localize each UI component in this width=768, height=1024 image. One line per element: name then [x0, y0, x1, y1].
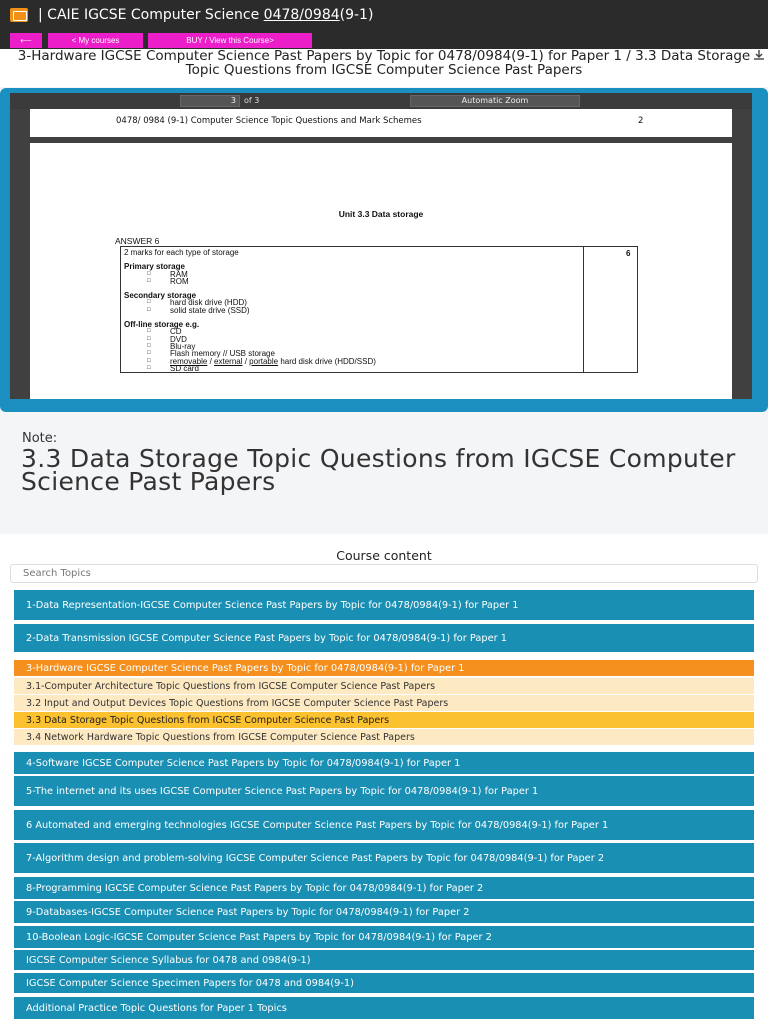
topic-label: 8-Programming IGCSE Computer Science Past Papers by Topic for 0478/0984(9-1) for Paper 2 [26, 882, 484, 894]
answer-table [120, 246, 638, 373]
pdf-page-header [30, 109, 732, 137]
topic-item[interactable] [14, 843, 754, 873]
list-item: □ Flash memory // USB storage [124, 350, 376, 357]
unit-title: Unit 3.3 Data storage [338, 209, 424, 219]
top-bar [0, 0, 768, 30]
pdf-page-number: 2 [638, 116, 644, 126]
page-heading: 3-Hardware IGCSE Computer Science Past Papers by Topic for 0478/0984(9-1) for Paper 1 / 3.3 Data Storage Topic Questions from IGCSE Computer Science Past Papers [0, 49, 768, 87]
topic-item[interactable] [14, 678, 754, 694]
topic-item[interactable] [14, 901, 754, 923]
topic-item[interactable] [14, 776, 754, 806]
page-number-input[interactable]: 3 [180, 95, 240, 107]
secondary-heading: Secondary storage [124, 291, 197, 301]
list-item: □ CD [124, 328, 376, 335]
pdf-toolbar [10, 93, 752, 109]
search-topics-input[interactable] [10, 564, 758, 583]
list-item: □ removable / external / portable hard disk drive (HDD/SSD) [124, 358, 376, 365]
topic-label: 10-Boolean Logic-IGCSE Computer Science Past Papers by Topic for 0478/0984(9-1) for Paper 2 [26, 931, 492, 943]
list-item: □ solid state drive (SSD) [124, 307, 376, 314]
page-count: of 3 [244, 96, 260, 105]
topic-item[interactable] [14, 973, 754, 993]
topic-label: 3-Hardware IGCSE Computer Science Past Papers by Topic for 0478/0984(9-1) for Paper 1 [26, 662, 465, 674]
title-prefix: | CAIE IGCSE Computer Science [38, 7, 264, 23]
my-courses-button[interactable]: < My courses [48, 33, 143, 48]
zoom-select[interactable]: Automatic Zoom [410, 95, 580, 107]
buy-course-button[interactable]: BUY / View this Course> [148, 33, 312, 48]
topic-label: IGCSE Computer Science Syllabus for 0478 and 0984(9-1) [26, 954, 311, 966]
topic-label: 1-Data Representation-IGCSE Computer Science Past Papers by Topic for 0478/0984(9-1) for Paper 1 [26, 599, 519, 611]
list-item: □ DVD [124, 336, 376, 343]
topic-item[interactable] [14, 624, 754, 652]
topic-label: 2-Data Transmission IGCSE Computer Science Past Papers by Topic for 0478/0984(9-1) for Paper 1 [26, 632, 507, 644]
answer-label: ANSWER 6 [115, 236, 160, 246]
topic-item[interactable] [14, 926, 754, 948]
topic-label: 3.3 Data Storage Topic Questions from IGCSE Computer Science Past Papers [26, 714, 390, 726]
course-content-heading: Course content [336, 548, 432, 563]
topic-label: 5-The internet and its uses IGCSE Computer Science Past Papers by Topic for 0478/0984(9-1) for Paper 1 [26, 785, 539, 797]
course-content-panel [0, 534, 768, 1024]
list-item: □ ROM [124, 278, 376, 285]
site-title [38, 7, 373, 23]
pdf-viewer-frame [0, 88, 768, 412]
list-item: □ SD card [124, 365, 376, 372]
offline-heading: Off-line storage e.g. [124, 320, 200, 330]
topic-item[interactable] [14, 877, 754, 899]
list-item: □ RAM [124, 271, 376, 278]
pdf-header-text: 0478/ 0984 (9-1) Computer Science Topic Questions and Mark Schemes [116, 116, 422, 126]
topic-label: 9-Databases-IGCSE Computer Science Past Papers by Topic for 0478/0984(9-1) for Paper 2 [26, 906, 470, 918]
topic-item[interactable] [14, 997, 754, 1019]
marks-value: 6 [626, 249, 631, 258]
primary-heading: Primary storage [124, 262, 185, 272]
pdf-page [30, 143, 732, 399]
topic-label: 6 Automated and emerging technologies IGCSE Computer Science Past Papers by Topic for 0478/0984(9-1) for Paper 1 [26, 819, 609, 831]
topic-label: 4-Software IGCSE Computer Science Past Papers by Topic for 0478/0984(9-1) for Paper 1 [26, 757, 461, 769]
title-suffix: (9-1) [339, 7, 374, 23]
course-logo-icon[interactable] [10, 8, 28, 22]
lesson-title: 3.3 Data Storage Topic Questions from IGCSE Computer Science Past Papers [21, 444, 736, 496]
topic-item[interactable] [14, 660, 754, 676]
marks-text: 2 marks for each type of storage [124, 248, 239, 257]
topic-label: 3.2 Input and Output Devices Topic Questions from IGCSE Computer Science Past Papers [26, 697, 449, 709]
back-button[interactable]: ⟵ [10, 33, 42, 48]
topic-item[interactable] [14, 950, 754, 970]
topic-item[interactable] [14, 695, 754, 711]
topic-item[interactable] [14, 712, 754, 728]
topic-label: Additional Practice Topic Questions for Paper 1 Topics [26, 1002, 287, 1014]
topic-item[interactable] [14, 810, 754, 840]
download-icon[interactable] [753, 49, 765, 61]
topic-label: 3.1-Computer Architecture Topic Questions from IGCSE Computer Science Past Papers [26, 680, 436, 692]
topic-label: IGCSE Computer Science Specimen Papers for 0478 and 0984(9-1) [26, 977, 354, 989]
pdf-viewer[interactable] [10, 93, 752, 399]
topic-label: 3.4 Network Hardware Topic Questions from IGCSE Computer Science Past Papers [26, 731, 415, 743]
topic-item[interactable] [14, 752, 754, 774]
topic-label: 7-Algorithm design and problem-solving IGCSE Computer Science Past Papers by Topic for 0478/0984(9-1) for Paper 2 [26, 852, 605, 864]
note-label: Note: [22, 431, 58, 446]
title-code: 0478/0984 [263, 7, 340, 23]
table-divider [583, 247, 584, 372]
list-item: □ hard disk drive (HDD) [124, 299, 376, 306]
topic-item[interactable] [14, 729, 754, 745]
list-item: □ Blu-ray [124, 343, 376, 350]
topic-item[interactable] [14, 590, 754, 620]
answer-lines [124, 249, 376, 372]
